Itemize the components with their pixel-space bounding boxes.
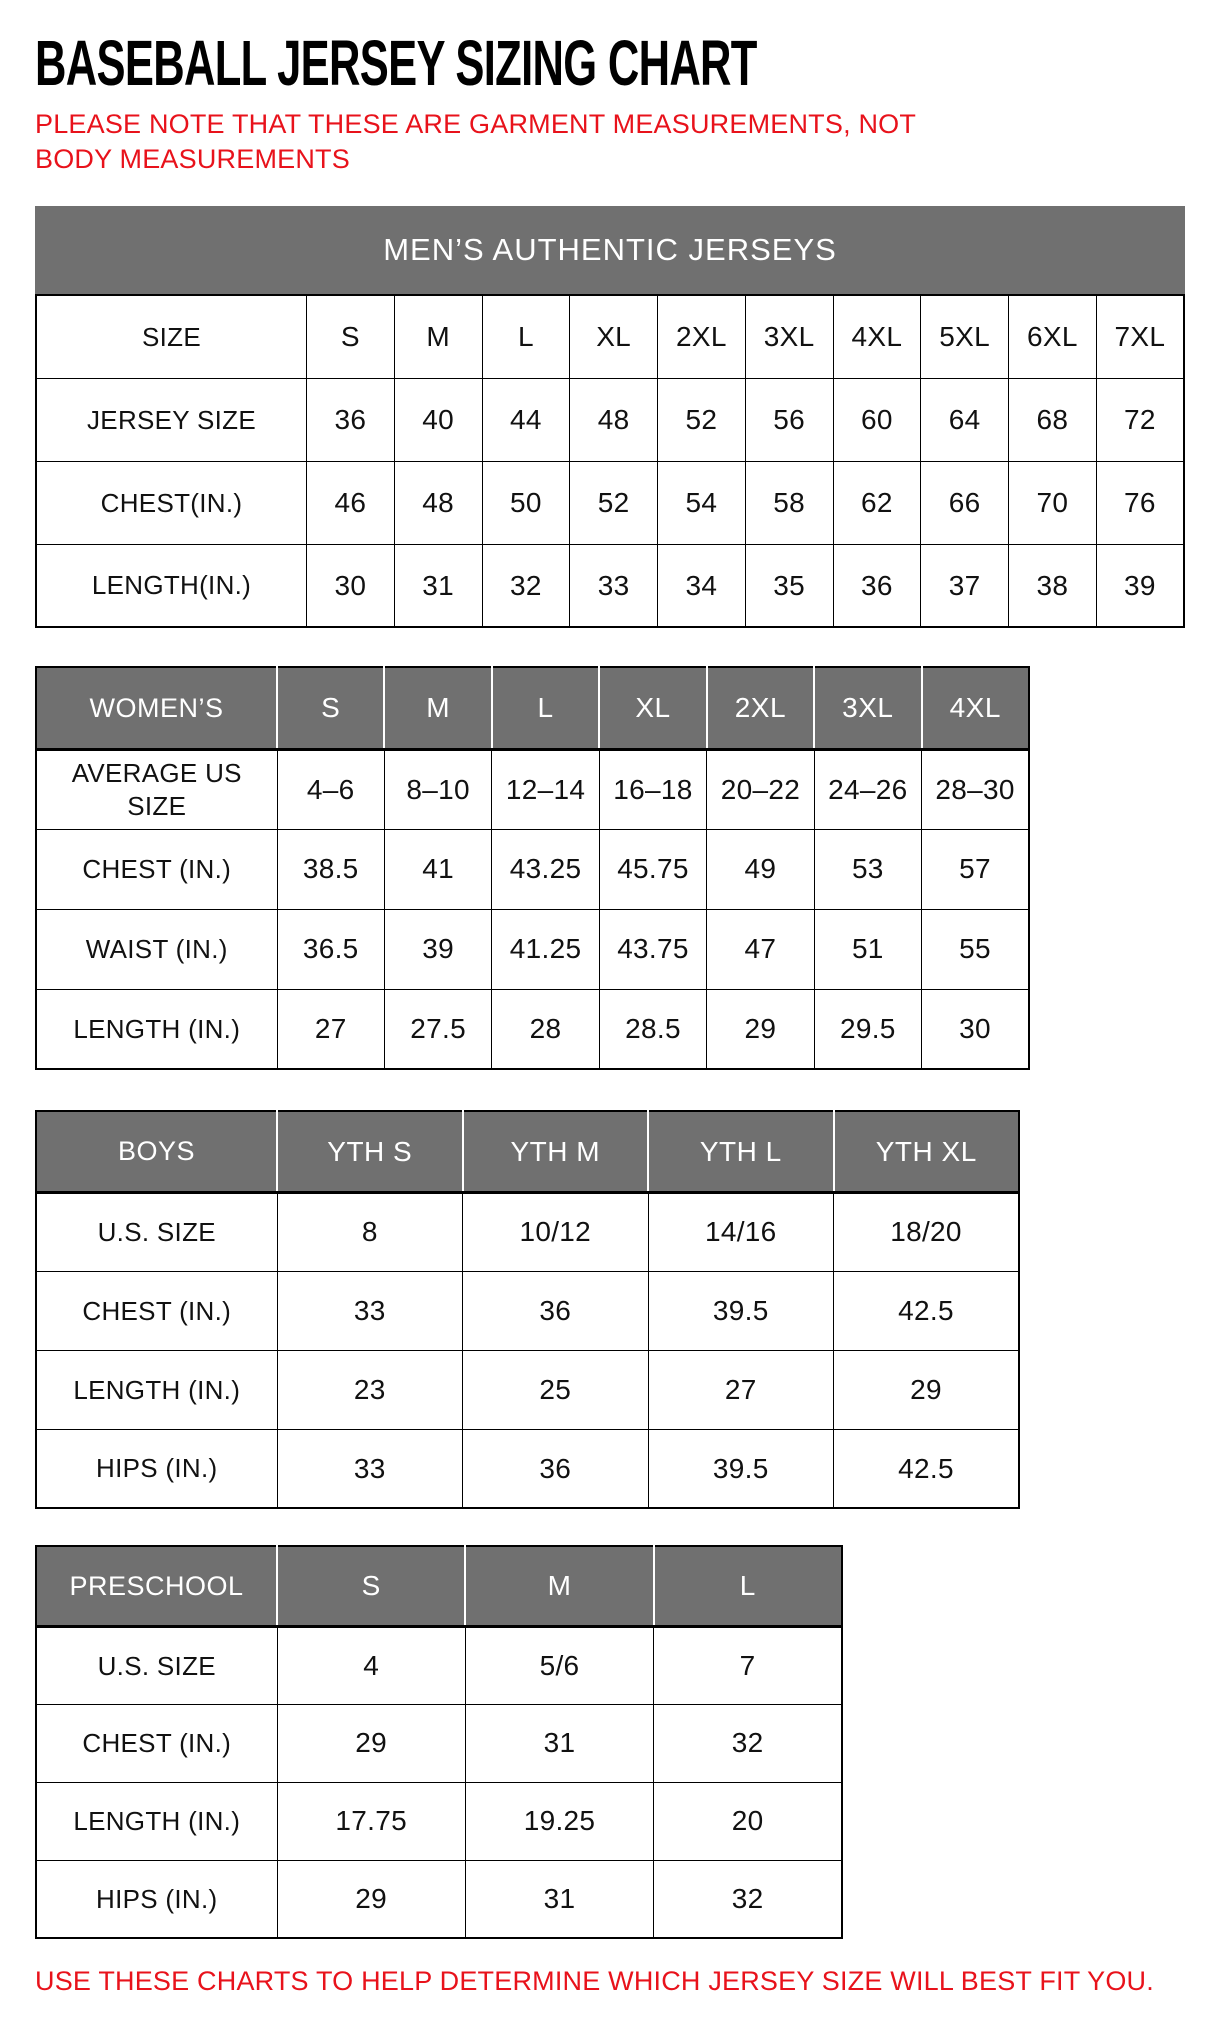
table-row <box>36 1429 1019 1508</box>
table-row <box>36 1626 842 1704</box>
row-label: U.S. SIZE <box>36 1192 277 1271</box>
table-cell: 60 <box>833 378 921 461</box>
table-cell: 41.25 <box>492 909 599 989</box>
column-header: YTH XL <box>834 1111 1020 1192</box>
table-cell: 44 <box>482 378 570 461</box>
table-cell: 64 <box>921 378 1009 461</box>
table-row <box>36 1782 842 1860</box>
table-cell: 27 <box>648 1350 834 1429</box>
table-cell: 4XL <box>833 295 921 378</box>
table-cell: 72 <box>1096 378 1184 461</box>
table-cell: 42.5 <box>834 1271 1020 1350</box>
table-cell: 32 <box>654 1860 842 1938</box>
table-cell: 36.5 <box>277 909 384 989</box>
table-cell: 43.25 <box>492 829 599 909</box>
table-cell: 54 <box>658 461 746 544</box>
table-cell: 34 <box>658 544 746 627</box>
table-cell: 36 <box>833 544 921 627</box>
row-label: CHEST (IN.) <box>36 1271 277 1350</box>
row-label: JERSEY SIZE <box>36 378 307 461</box>
table-cell: 39 <box>384 909 491 989</box>
mens-sizing-table <box>35 294 1185 628</box>
table-row <box>36 1860 842 1938</box>
table-cell: 30 <box>922 989 1029 1069</box>
row-label: CHEST (IN.) <box>36 1704 277 1782</box>
table-cell: 39.5 <box>648 1271 834 1350</box>
table-cell: 68 <box>1009 378 1097 461</box>
table-cell: S <box>307 295 395 378</box>
column-header: 3XL <box>814 667 921 749</box>
table-cell: XL <box>570 295 658 378</box>
table-row <box>36 378 1184 461</box>
table-cell: 17.75 <box>277 1782 465 1860</box>
column-header: L <box>492 667 599 749</box>
table-row <box>36 829 1029 909</box>
row-label: U.S. SIZE <box>36 1626 277 1704</box>
table-cell: 30 <box>307 544 395 627</box>
table-header-row <box>36 667 1029 749</box>
table-cell: 57 <box>922 829 1029 909</box>
table-cell: 52 <box>570 461 658 544</box>
row-label: AVERAGE US SIZE <box>36 749 277 829</box>
table-cell: 36 <box>307 378 395 461</box>
row-label: LENGTH (IN.) <box>36 1782 277 1860</box>
table-cell: 5/6 <box>465 1626 653 1704</box>
table-cell: 29.5 <box>814 989 921 1069</box>
table-cell: 66 <box>921 461 1009 544</box>
table-cell: 58 <box>745 461 833 544</box>
row-label: WAIST (IN.) <box>36 909 277 989</box>
table-row <box>36 1350 1019 1429</box>
table-cell: 7 <box>654 1626 842 1704</box>
mens-table-banner: MEN’S AUTHENTIC JERSEYS <box>35 206 1185 294</box>
table-cell: 53 <box>814 829 921 909</box>
row-label: HIPS (IN.) <box>36 1429 277 1508</box>
table-header-row <box>36 1546 842 1626</box>
table-row <box>36 295 1184 378</box>
table-row <box>36 909 1029 989</box>
table-row <box>36 544 1184 627</box>
table-cell: 50 <box>482 461 570 544</box>
row-label: SIZE <box>36 295 307 378</box>
table-cell: 46 <box>307 461 395 544</box>
table-cell: 38.5 <box>277 829 384 909</box>
table-cell: 38 <box>1009 544 1097 627</box>
table-cell: 20–22 <box>707 749 814 829</box>
table-cell: 29 <box>277 1860 465 1938</box>
row-label: CHEST(IN.) <box>36 461 307 544</box>
table-cell: 37 <box>921 544 1009 627</box>
table-cell: 56 <box>745 378 833 461</box>
table-cell: 16–18 <box>599 749 706 829</box>
column-header: YTH S <box>277 1111 463 1192</box>
table-cell: 32 <box>654 1704 842 1782</box>
page-title: BASEBALL JERSEY SIZING CHART <box>35 27 757 99</box>
table-cell: 40 <box>394 378 482 461</box>
table-cell: 12–14 <box>492 749 599 829</box>
row-label: CHEST (IN.) <box>36 829 277 909</box>
table-cell: 33 <box>570 544 658 627</box>
table-cell: 42.5 <box>834 1429 1020 1508</box>
column-header: 4XL <box>922 667 1029 749</box>
table-cell: 24–26 <box>814 749 921 829</box>
table-cell: 36 <box>463 1429 649 1508</box>
row-label: LENGTH (IN.) <box>36 1350 277 1429</box>
table-cell: 29 <box>277 1704 465 1782</box>
table-title-cell: PRESCHOOL <box>36 1546 277 1626</box>
table-cell: 76 <box>1096 461 1184 544</box>
column-header: L <box>654 1546 842 1626</box>
table-cell: 2XL <box>658 295 746 378</box>
table-cell: 47 <box>707 909 814 989</box>
table-cell: 5XL <box>921 295 1009 378</box>
table-cell: 18/20 <box>834 1192 1020 1271</box>
table-cell: 52 <box>658 378 746 461</box>
table-cell: 23 <box>277 1350 463 1429</box>
row-label: HIPS (IN.) <box>36 1860 277 1938</box>
table-row <box>36 1271 1019 1350</box>
table-cell: 4 <box>277 1626 465 1704</box>
table-title-cell: BOYS <box>36 1111 277 1192</box>
table-cell: 6XL <box>1009 295 1097 378</box>
column-header: YTH L <box>648 1111 834 1192</box>
table-row <box>36 989 1029 1069</box>
table-cell: 48 <box>570 378 658 461</box>
table-cell: 70 <box>1009 461 1097 544</box>
table-cell: 25 <box>463 1350 649 1429</box>
table-cell: 28–30 <box>922 749 1029 829</box>
table-cell: M <box>394 295 482 378</box>
table-cell: 32 <box>482 544 570 627</box>
column-header: S <box>277 1546 465 1626</box>
table-cell: 39.5 <box>648 1429 834 1508</box>
table-cell: 8–10 <box>384 749 491 829</box>
table-cell: 28.5 <box>599 989 706 1069</box>
table-row <box>36 1192 1019 1271</box>
table-title-cell: WOMEN’S <box>36 667 277 749</box>
table-cell: 29 <box>834 1350 1020 1429</box>
table-cell: 29 <box>707 989 814 1069</box>
table-cell: 55 <box>922 909 1029 989</box>
row-label: LENGTH(IN.) <box>36 544 307 627</box>
table-cell: 28 <box>492 989 599 1069</box>
table-cell: 27 <box>277 989 384 1069</box>
table-header-row <box>36 1111 1019 1192</box>
boys-sizing-table <box>35 1110 1020 1509</box>
column-header: M <box>384 667 491 749</box>
table-cell: 8 <box>277 1192 463 1271</box>
column-header: 2XL <box>707 667 814 749</box>
table-cell: 3XL <box>745 295 833 378</box>
column-header: XL <box>599 667 706 749</box>
row-label: LENGTH (IN.) <box>36 989 277 1069</box>
table-cell: 41 <box>384 829 491 909</box>
table-cell: 35 <box>745 544 833 627</box>
table-cell: 36 <box>463 1271 649 1350</box>
table-cell: L <box>482 295 570 378</box>
table-cell: 14/16 <box>648 1192 834 1271</box>
table-cell: 43.75 <box>599 909 706 989</box>
table-cell: 31 <box>394 544 482 627</box>
garment-measurements-note: PLEASE NOTE THAT THESE ARE GARMENT MEASUREMENTS, NOT BODY MEASUREMENTS <box>35 109 916 174</box>
table-cell: 4–6 <box>277 749 384 829</box>
table-row <box>36 749 1029 829</box>
table-cell: 45.75 <box>599 829 706 909</box>
column-header: YTH M <box>463 1111 649 1192</box>
table-cell: 20 <box>654 1782 842 1860</box>
table-cell: 39 <box>1096 544 1184 627</box>
table-row <box>36 1704 842 1782</box>
table-cell: 7XL <box>1096 295 1184 378</box>
column-header: S <box>277 667 384 749</box>
table-cell: 62 <box>833 461 921 544</box>
fit-advice-note: USE THESE CHARTS TO HELP DETERMINE WHICH JERSEY SIZE WILL BEST FIT YOU. <box>35 1966 1154 1997</box>
table-cell: 49 <box>707 829 814 909</box>
table-cell: 10/12 <box>463 1192 649 1271</box>
table-cell: 27.5 <box>384 989 491 1069</box>
table-row <box>36 461 1184 544</box>
table-cell: 48 <box>394 461 482 544</box>
table-cell: 31 <box>465 1704 653 1782</box>
column-header: M <box>465 1546 653 1626</box>
table-cell: 31 <box>465 1860 653 1938</box>
table-cell: 33 <box>277 1429 463 1508</box>
womens-sizing-table <box>35 666 1030 1070</box>
preschool-sizing-table <box>35 1545 843 1939</box>
table-cell: 33 <box>277 1271 463 1350</box>
table-cell: 19.25 <box>465 1782 653 1860</box>
table-cell: 51 <box>814 909 921 989</box>
